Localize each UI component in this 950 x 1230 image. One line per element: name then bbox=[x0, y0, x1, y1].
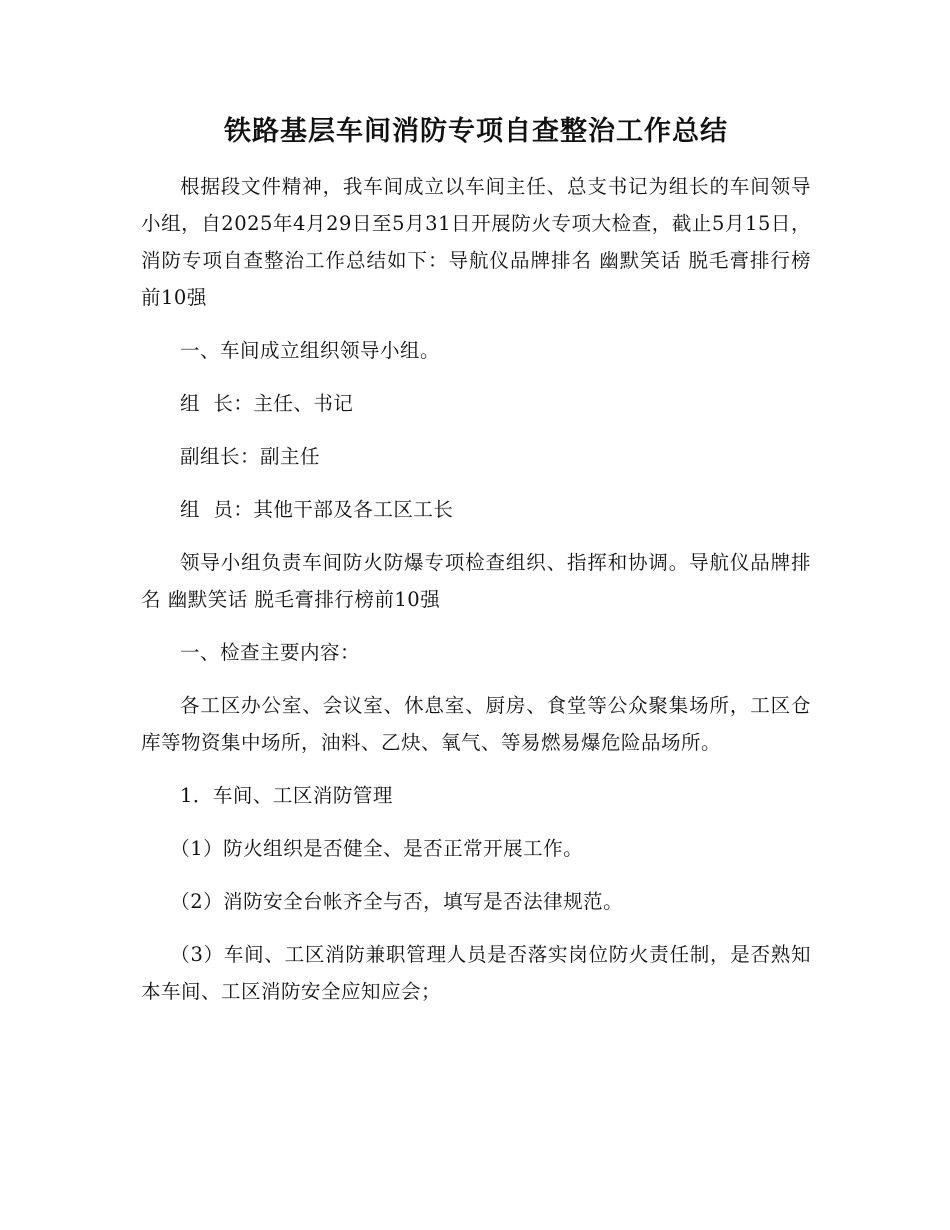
list-item: （3）车间、工区消防兼职管理人员是否落实岗位防火责任制，是否熟知本车间、工区消防安全应知应会； bbox=[141, 943, 811, 1003]
section-heading-inspection-content: 一、检查主要内容： bbox=[180, 641, 361, 664]
item-fire-management-heading: 1．车间、工区消防管理 bbox=[180, 784, 393, 807]
document-title: 铁路基层车间消防专项自查整治工作总结 bbox=[224, 116, 728, 147]
document-body bbox=[141, 112, 811, 1026]
group-leader-line: 组 长：主任、书记 bbox=[180, 392, 354, 415]
intro-paragraph: 根据段文件精神，我车间成立以车间主任、总支书记为组长的车间领导小组，自2025年4月29日至5月31日开展防火专项大检查，截止5月15日，消防专项自查整治工作总结如下：导航仪品牌排名 幽默笑话 脱毛膏排行榜前10强 bbox=[141, 175, 811, 309]
list-item: （1）防火组织是否健全、是否正常开展工作。 bbox=[170, 837, 584, 860]
group-member-line: 组 员：其他干部及各工区工长 bbox=[180, 498, 454, 521]
deputy-leader-line: 副组长：副主任 bbox=[180, 445, 321, 468]
list-item: （2）消防安全台帐齐全与否，填写是否法律规范。 bbox=[170, 890, 624, 913]
leadership-duty-paragraph: 领导小组负责车间防火防爆专项检查组织、指挥和协调。导航仪品牌排名 幽默笑话 脱毛膏排行榜前10强 bbox=[141, 551, 811, 611]
section-heading-leadership-group: 一、车间成立组织领导小组。 bbox=[180, 339, 441, 362]
inspection-scope-paragraph: 各工区办公室、会议室、休息室、厨房、食堂等公众聚集场所，工区仓库等物资集中场所，油料、乙炔、氧气、等易燃易爆危险品场所。 bbox=[141, 694, 811, 754]
